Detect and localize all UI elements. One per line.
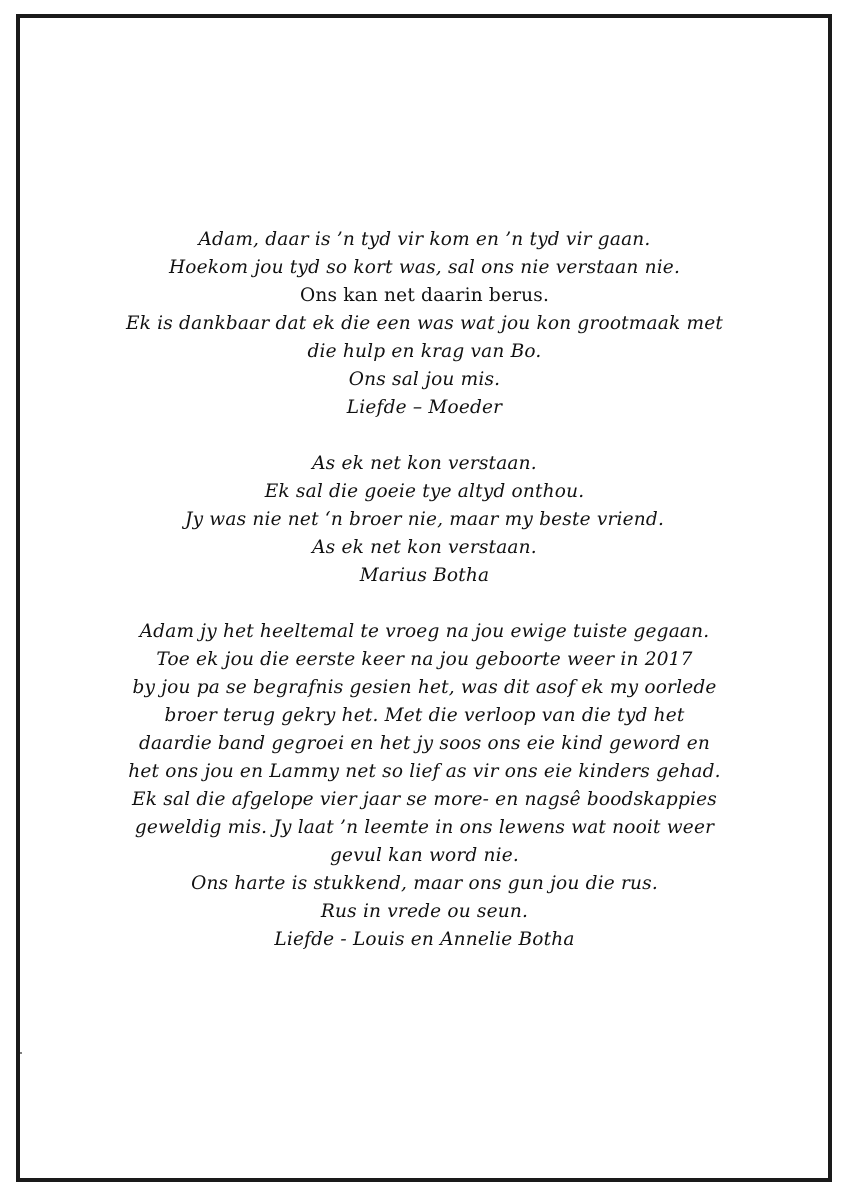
tribute-line: Ek sal die afgelope vier jaar se more- en nagsê boodskappies	[132, 789, 717, 810]
tribute-line: Rus in vrede ou seun.	[320, 901, 529, 922]
tribute-line: Hoekom jou tyd so kort was, sal ons nie verstaan nie.	[168, 257, 681, 278]
tribute-text	[0, 226, 849, 982]
tribute-line: by jou pa se begrafnis gesien het, was dit asof ek my oorlede	[132, 677, 717, 698]
tribute-line: Toe ek jou die eerste keer na jou geboorte weer in 2017	[156, 649, 693, 670]
stanza-brother	[0, 450, 849, 590]
tribute-line: Ek sal die goeie tye altyd onthou.	[264, 481, 585, 502]
signature-line: Marius Botha	[359, 565, 490, 586]
tribute-line: Ons sal jou mis.	[348, 369, 501, 390]
tribute-line: Ons harte is stukkend, maar ons gun jou die rus.	[191, 873, 658, 894]
tribute-line: As ek net kon verstaan.	[312, 537, 537, 558]
stanza-mother	[0, 226, 849, 422]
tribute-line: geweldig mis. Jy laat ’n leemte in ons lewens wat nooit weer	[134, 817, 715, 838]
tribute-line: het ons jou en Lammy net so lief as vir ons eie kinders gehad.	[128, 761, 721, 782]
signature-line: Liefde - Louis en Annelie Botha	[274, 929, 575, 950]
tribute-line: gevul kan word nie.	[330, 845, 519, 866]
tribute-line: Jy was nie net ‘n broer nie, maar my beste vriend.	[184, 509, 665, 530]
stanza-louis-annelie	[0, 618, 849, 954]
tribute-line: Adam, daar is ’n tyd vir kom en ’n tyd vir gaan.	[198, 229, 651, 250]
tribute-line: Ons kan net daarin berus.	[299, 285, 550, 306]
tribute-line: Adam jy het heeltemal te vroeg na jou ewige tuiste gegaan.	[139, 621, 710, 642]
tribute-line: daardie band gegroei en het jy soos ons eie kind geword en	[138, 733, 711, 754]
tribute-line: Ek is dankbaar dat ek die een was wat jou kon grootmaak met	[125, 313, 724, 334]
tribute-line: As ek net kon verstaan.	[312, 453, 537, 474]
tribute-line: broer terug gekry het. Met die verloop van die tyd het	[164, 705, 685, 726]
scan-speck	[20, 1052, 22, 1054]
signature-line: Liefde – Moeder	[346, 397, 503, 418]
tribute-line: die hulp en krag van Bo.	[307, 341, 542, 362]
